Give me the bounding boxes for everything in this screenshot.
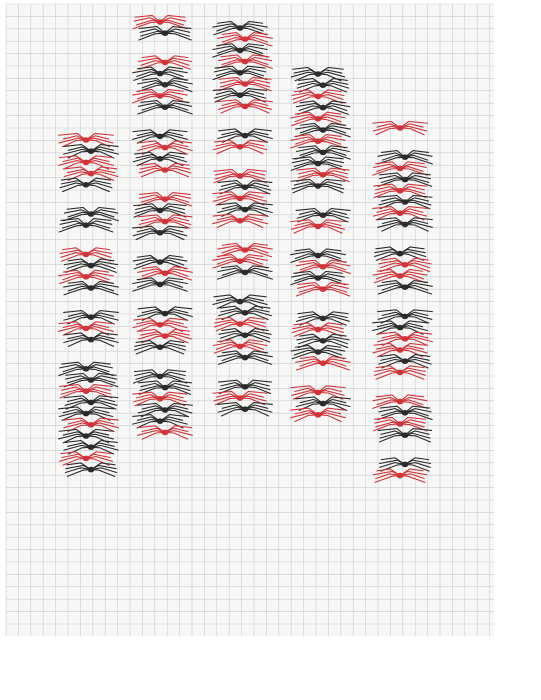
spider-body: [397, 370, 404, 376]
spider-body: [83, 388, 90, 394]
spider-body: [242, 104, 249, 110]
spider-body: [402, 199, 409, 205]
spider-body: [242, 207, 249, 213]
spider-body: [242, 310, 249, 316]
spider-body: [402, 432, 409, 438]
spider-body: [83, 137, 90, 143]
spider-body: [83, 326, 90, 332]
spider-body: [402, 336, 409, 342]
spider-body: [157, 282, 164, 288]
spider-body: [320, 360, 327, 366]
spider-body: [157, 134, 164, 140]
spider-body: [320, 286, 327, 292]
spider-body: [320, 127, 327, 133]
spider-body: [320, 401, 327, 407]
spider-body: [162, 311, 169, 317]
spider-body: [237, 321, 244, 327]
spider-body: [237, 25, 244, 31]
spider-body: [315, 390, 322, 396]
spider-body: [162, 407, 169, 413]
spider-body: [162, 196, 169, 202]
spider-body: [237, 299, 244, 305]
spider-body: [242, 81, 249, 87]
spider-body: [157, 259, 164, 265]
spider-body: [157, 396, 164, 402]
spider-body: [242, 355, 249, 361]
spider-body: [320, 105, 327, 111]
spider-body: [83, 252, 90, 258]
spider-body: [237, 48, 244, 54]
spider-body: [315, 412, 322, 418]
spider-body: [242, 384, 249, 390]
spider-body: [320, 150, 327, 156]
spider-body: [162, 30, 169, 36]
spider-body: [162, 104, 169, 110]
spider-body: [315, 224, 322, 230]
spider-body: [237, 92, 244, 98]
spider-body: [402, 358, 409, 364]
spider-body: [88, 171, 95, 177]
spider-body: [237, 144, 244, 150]
spider-body: [402, 314, 409, 320]
spider-body: [88, 377, 95, 383]
spider-body: [315, 71, 322, 77]
spider-body: [320, 338, 327, 344]
spider-body: [88, 211, 95, 217]
spider-body: [88, 314, 95, 320]
spider-body: [397, 166, 404, 172]
spider-body: [237, 395, 244, 401]
spider-body: [402, 262, 409, 268]
spider-body: [402, 462, 409, 468]
spider-body: [157, 208, 164, 214]
spider-body: [162, 219, 169, 225]
spider-body: [162, 333, 169, 339]
spider-body: [237, 70, 244, 76]
spider-body: [237, 218, 244, 224]
spider-body: [157, 230, 164, 236]
spider-body: [242, 184, 249, 190]
spider-body: [397, 421, 404, 427]
spider-body: [315, 138, 322, 144]
spider-body: [320, 172, 327, 178]
spider-body: [320, 212, 327, 218]
spider-body: [162, 82, 169, 88]
spider-body: [157, 71, 164, 77]
spider-body: [237, 258, 244, 264]
spider-body: [320, 82, 327, 88]
spider-body: [402, 154, 409, 160]
spider-body: [242, 406, 249, 412]
spider-body: [88, 285, 95, 291]
spider-body: [83, 222, 90, 228]
spider-body: [157, 344, 164, 350]
spider-body: [83, 456, 90, 462]
spider-body: [242, 332, 249, 338]
spider-body: [157, 156, 164, 162]
spider-body: [88, 148, 95, 154]
spider-body: [88, 422, 95, 428]
spider-body: [397, 125, 404, 131]
spider-body: [157, 19, 164, 25]
spider-body: [315, 327, 322, 333]
spider-body: [397, 188, 404, 194]
spider-body: [157, 322, 164, 328]
spider-body: [242, 59, 249, 65]
spider-body: [162, 270, 169, 276]
spider-body: [237, 196, 244, 202]
spider-body: [88, 337, 95, 343]
spider-body: [88, 444, 95, 450]
spider-body: [320, 316, 327, 322]
spider-body: [162, 167, 169, 173]
spider-body: [157, 418, 164, 424]
spider-body: [315, 183, 322, 189]
spider-body: [397, 251, 404, 257]
spider-body: [397, 347, 404, 353]
spider-body: [402, 222, 409, 228]
spider-body: [315, 94, 322, 100]
spider-body: [83, 433, 90, 439]
spider-body: [242, 270, 249, 276]
spider-body: [315, 161, 322, 167]
spider-body: [88, 467, 95, 473]
spider-body: [242, 133, 249, 139]
spider-body: [315, 275, 322, 281]
spider-body: [402, 410, 409, 416]
spider-body: [88, 263, 95, 269]
spider-body: [83, 160, 90, 166]
spider-body: [315, 349, 322, 355]
spider-body: [315, 116, 322, 122]
spider-body: [83, 274, 90, 280]
spider-body: [162, 60, 169, 66]
spider-body: [397, 473, 404, 479]
spider-body: [320, 264, 327, 270]
spider-body: [83, 182, 90, 188]
spider-body: [397, 399, 404, 405]
spider-body: [157, 93, 164, 99]
spider-body: [402, 284, 409, 290]
spider-body: [83, 366, 90, 372]
spider-body: [237, 344, 244, 350]
spider-body: [402, 177, 409, 183]
spider-body: [397, 325, 404, 331]
spider-body: [162, 145, 169, 151]
spider-body: [83, 411, 90, 417]
spider-body: [242, 36, 249, 42]
spider-body: [397, 273, 404, 279]
spider-body: [397, 210, 404, 216]
spider-body: [237, 173, 244, 179]
spider-body: [242, 247, 249, 253]
spider-body: [157, 374, 164, 380]
spider-body: [162, 430, 169, 436]
spider-body: [315, 253, 322, 259]
spider-body: [162, 385, 169, 391]
spider-body: [88, 400, 95, 406]
